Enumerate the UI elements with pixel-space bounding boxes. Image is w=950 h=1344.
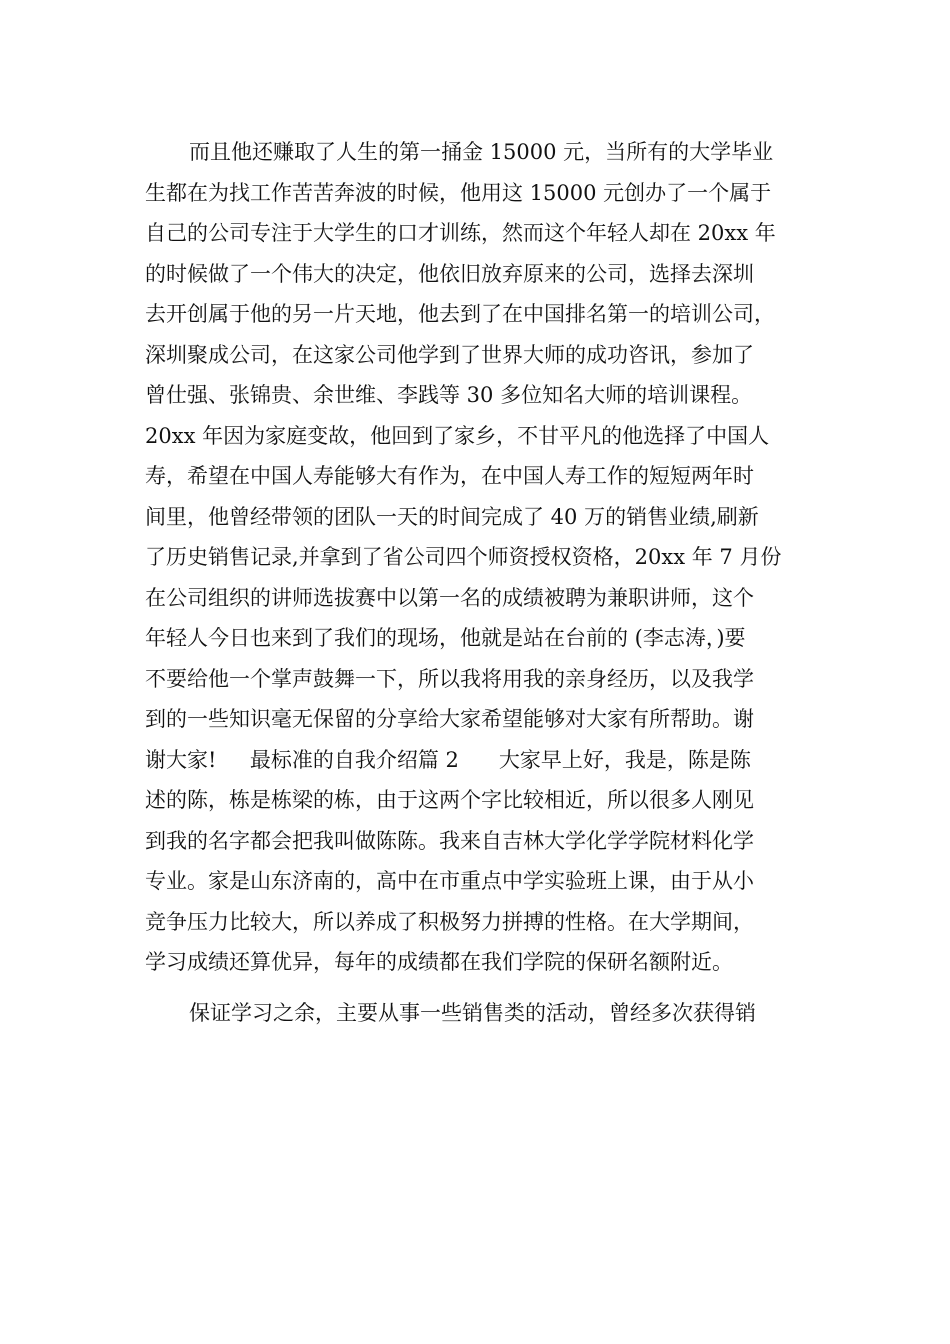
text-line: 竞争压力比较大，所以养成了积极努力拼搏的性格。在大学期间，: [145, 909, 754, 934]
text-line: 在公司组织的讲师选拔赛中以第一名的成绩被聘为兼职讲师，这个: [145, 585, 754, 610]
text-line: 自己的公司专注于大学生的口才训练，然而这个年轻人却在 20xx 年: [145, 221, 776, 245]
text-line: 不要给他一个掌声鼓舞一下，所以我将用我的亲身经历，以及我学: [145, 666, 754, 691]
text-line: 保证学习之余，主要从事一些销售类的活动，曾经多次获得销: [189, 1000, 756, 1025]
text-line: 20xx 年因为家庭变故，他回到了家乡，不甘平凡的他选择了中国人: [145, 423, 770, 448]
text-line: 到我的名字都会把我叫做陈陈。我来自吉林大学化学学院材料化学: [145, 828, 754, 853]
text-line: 深圳聚成公司，在这家公司他学到了世界大师的成功咨讯，参加了: [145, 342, 754, 367]
text-line: 间里，他曾经带领的团队一天的时间完成了 40 万的销售业绩,刷新: [145, 504, 759, 529]
body-text: [145, 132, 825, 1033]
text-line: 述的陈，栋是栋梁的栋，由于这两个字比较相近，所以很多人刚见: [145, 788, 754, 812]
text-line: 寿，希望在中国人寿能够大有作为，在中国人寿工作的短短两年时: [145, 464, 754, 488]
text-line: 学习成绩还算优异，每年的成绩都在我们学院的保研名额附近。: [145, 950, 733, 974]
text-line: 曾仕强、张锦贵、余世维、李践等 30 多位知名大师的培训课程。: [145, 383, 753, 407]
text-line: 到的一些知识毫无保留的分享给大家希望能够对大家有所帮助。谢: [145, 707, 754, 731]
text-line: 专业。家是山东济南的，高中在市重点中学实验班上课，由于从小: [145, 869, 754, 893]
text-line: 而且他还赚取了人生的第一捅金 15000 元，当所有的大学毕业: [189, 140, 774, 164]
text-line: 的时候做了一个伟大的决定，他依旧放弃原来的公司，选择去深圳: [145, 261, 754, 286]
text-line: 生都在为找工作苦苦奔波的时候，他用这 15000 元创办了一个属于: [145, 180, 772, 205]
text-line: 谢大家! 最标准的自我介绍篇 2 大家早上好，我是，陈是陈: [145, 747, 751, 772]
text-line: 去开创属于他的另一片天地，他去到了在中国排名第一的培训公司，: [145, 302, 775, 326]
text-line: 了历史销售记录,并拿到了省公司四个师资授权资格，20xx 年 7 月份: [145, 545, 782, 569]
text-line: 年轻人今日也来到了我们的现场，他就是站在台前的 (李志涛，)要: [145, 626, 746, 650]
